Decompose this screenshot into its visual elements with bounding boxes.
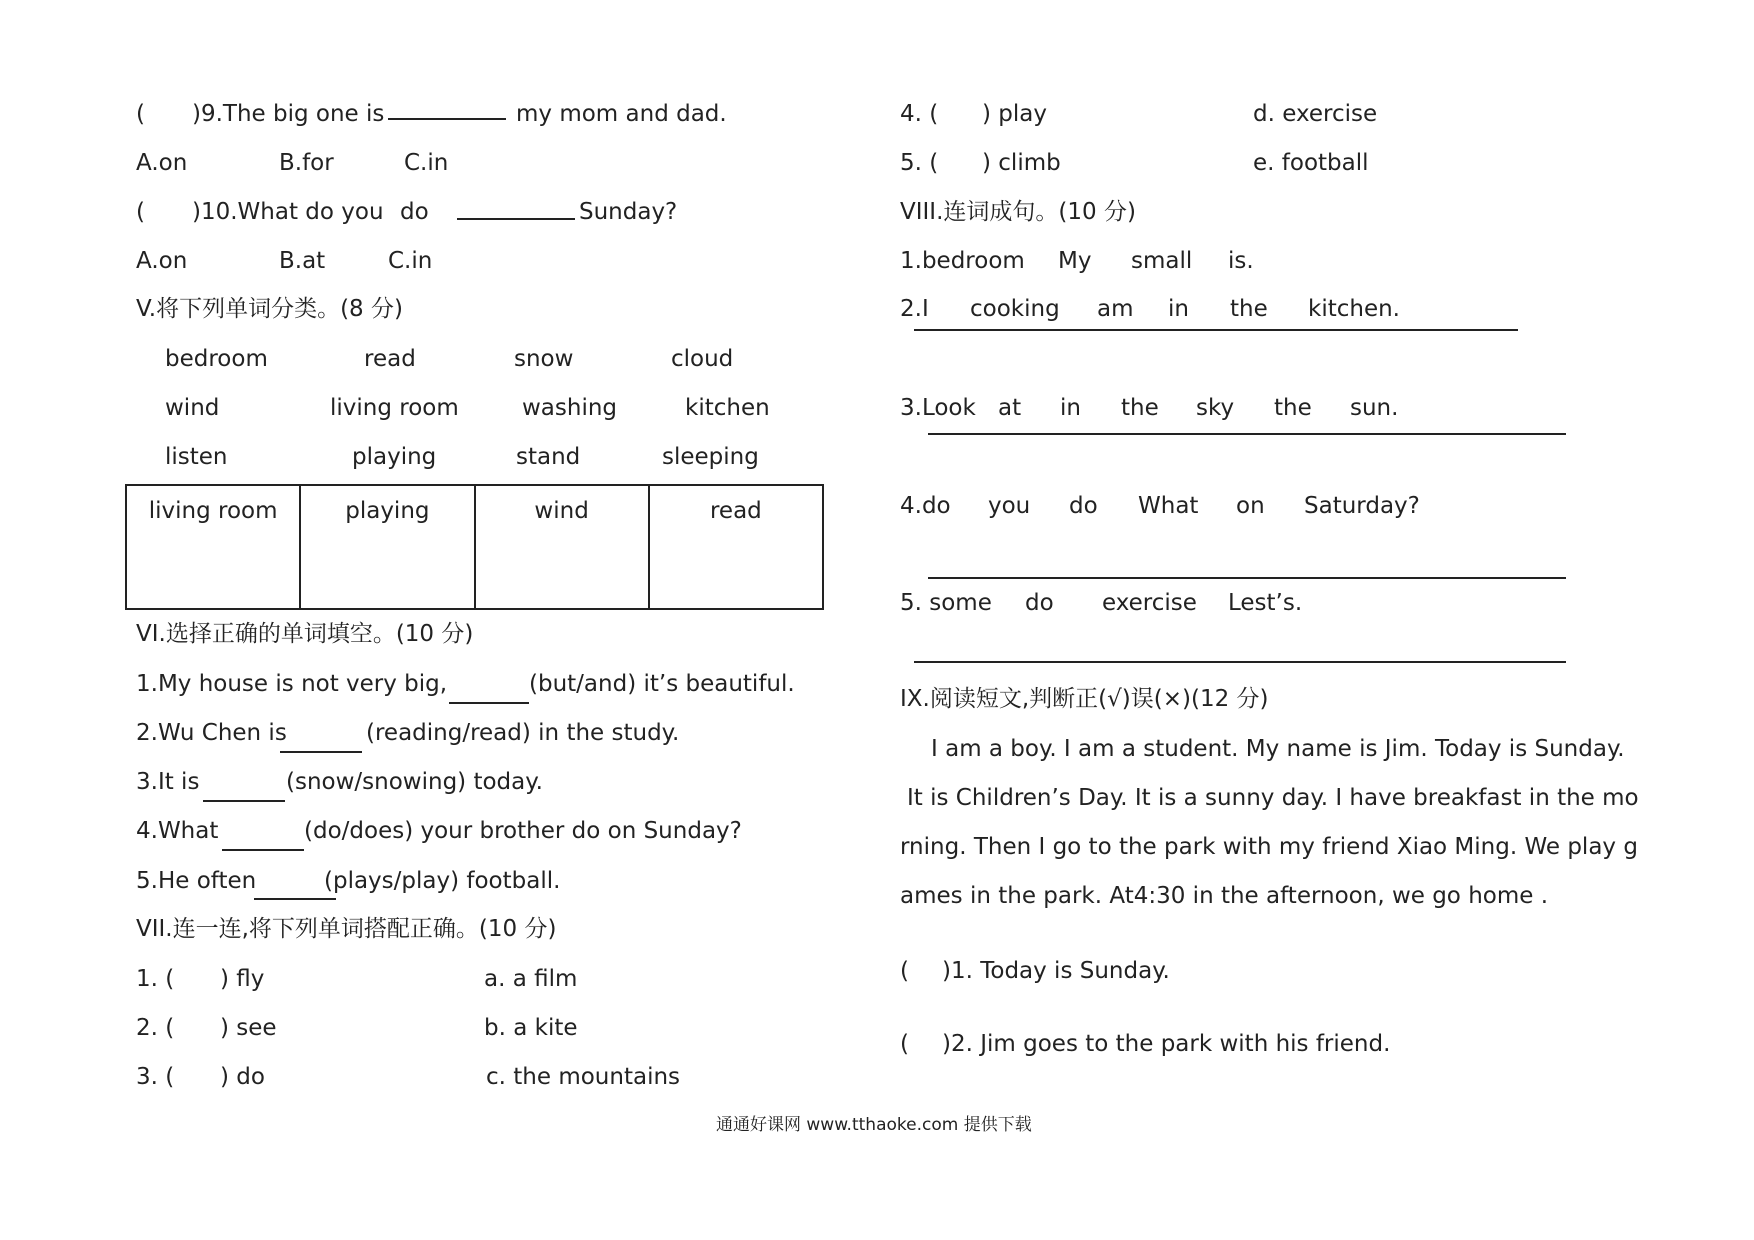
s8-q2-answer-line[interactable] bbox=[914, 329, 1518, 331]
q9-option-c: C.in bbox=[404, 150, 449, 176]
s6-q2-post: (reading/read) in the study. bbox=[366, 720, 680, 746]
s8-q4-answer-line[interactable] bbox=[928, 577, 1566, 579]
s8-q5-answer-line[interactable] bbox=[914, 661, 1566, 663]
s8-q2-w1: 2.I bbox=[900, 296, 929, 322]
s8-q3-answer-line[interactable] bbox=[928, 433, 1566, 435]
match-2-word: ) see bbox=[220, 1015, 277, 1041]
s6-q1-blank[interactable] bbox=[449, 702, 529, 704]
q9-option-a: A.on bbox=[136, 150, 188, 176]
s8-q3-w2: at bbox=[998, 395, 1022, 421]
s8-q1-w3: small bbox=[1131, 248, 1193, 274]
match-3-word: ) do bbox=[220, 1064, 265, 1090]
match-3-num: 3. ( bbox=[136, 1064, 175, 1090]
s6-q4-pre: 4.What bbox=[136, 818, 219, 844]
word-kitchen: kitchen bbox=[685, 395, 770, 421]
s8-q2-w6: kitchen. bbox=[1308, 296, 1400, 322]
s8-q5-w1: 5. some bbox=[900, 590, 992, 616]
s6-q4-blank[interactable] bbox=[222, 849, 304, 851]
judge-1-paren: ( bbox=[900, 958, 909, 984]
word-stand: stand bbox=[516, 444, 581, 470]
word-living-room: living room bbox=[330, 395, 459, 421]
s6-q4-post: (do/does) your brother do on Sunday? bbox=[304, 818, 742, 844]
s8-q5-w3: exercise bbox=[1102, 590, 1197, 616]
word-washing: washing bbox=[522, 395, 618, 421]
section9-title: IX.阅读短文,判断正(√)误(×)(12 分) bbox=[900, 686, 1269, 712]
match-5-word: ) climb bbox=[982, 150, 1061, 176]
s8-q3-w7: sun. bbox=[1350, 395, 1399, 421]
s8-q3-w1: 3.Look bbox=[900, 395, 976, 421]
s8-q1-w4: is. bbox=[1228, 248, 1254, 274]
q9-blank[interactable] bbox=[388, 118, 506, 120]
s8-q3-w6: the bbox=[1274, 395, 1312, 421]
s6-q3-blank[interactable] bbox=[203, 800, 285, 802]
match-1-num: 1. ( bbox=[136, 966, 175, 992]
s8-q1-w2: My bbox=[1058, 248, 1092, 274]
s6-q3-pre: 3.It is bbox=[136, 769, 200, 795]
s8-q2-w4: in bbox=[1168, 296, 1189, 322]
s8-q4-w1: 4.do bbox=[900, 493, 951, 519]
q9-after: my mom and dad. bbox=[516, 101, 727, 127]
s6-q3-post: (snow/snowing) today. bbox=[286, 769, 543, 795]
q10-mid: do bbox=[400, 199, 429, 225]
match-4-word: ) play bbox=[982, 101, 1047, 127]
s6-q2-blank[interactable] bbox=[280, 751, 362, 753]
q10-option-c: C.in bbox=[388, 248, 433, 274]
s6-q1-pre: 1.My house is not very big, bbox=[136, 671, 448, 697]
footer-source: 通通好课网 www.tthaoke.com 提供下载 bbox=[716, 1115, 1032, 1135]
q10-blank[interactable] bbox=[457, 218, 575, 220]
s8-q3-w4: the bbox=[1121, 395, 1159, 421]
s8-q3-w5: sky bbox=[1196, 395, 1235, 421]
word-playing: playing bbox=[352, 444, 437, 470]
s8-q1-w1: 1.bedroom bbox=[900, 248, 1025, 274]
section7-title: VII.连一连,将下列单词搭配正确。(10 分) bbox=[136, 916, 557, 942]
q10-text: )10.What do you bbox=[192, 199, 384, 225]
section6-title: VI.选择正确的单词填空。(10 分) bbox=[136, 621, 474, 647]
q9-paren: ( bbox=[136, 101, 145, 127]
passage-line-3: rning. Then I go to the park with my friend Xiao Ming. We play g bbox=[900, 834, 1638, 860]
passage-line-1: I am a boy. I am a student. My name is Jim. Today is Sunday. bbox=[931, 736, 1625, 762]
s8-q5-w4: Lest’s. bbox=[1228, 590, 1303, 616]
table-col-read[interactable]: read bbox=[649, 485, 823, 609]
q9-text: )9.The big one is bbox=[192, 101, 385, 127]
match-1-word: ) fly bbox=[220, 966, 265, 992]
table-col-playing[interactable]: playing bbox=[300, 485, 474, 609]
s6-q5-blank[interactable] bbox=[254, 898, 336, 900]
match-b: b. a kite bbox=[484, 1015, 578, 1041]
q10-paren: ( bbox=[136, 199, 145, 225]
q10-option-b: B.at bbox=[279, 248, 326, 274]
s8-q2-w3: am bbox=[1097, 296, 1134, 322]
q10-after: Sunday? bbox=[579, 199, 678, 225]
table-col-living-room[interactable]: living room bbox=[126, 485, 300, 609]
s8-q2-w2: cooking bbox=[970, 296, 1060, 322]
match-c: c. the mountains bbox=[486, 1064, 681, 1090]
judge-1-text: )1. Today is Sunday. bbox=[942, 958, 1170, 984]
table-col-wind[interactable]: wind bbox=[475, 485, 649, 609]
s8-q4-w2: you bbox=[988, 493, 1031, 519]
classification-table bbox=[125, 484, 824, 610]
passage-line-2: It is Children’s Day. It is a sunny day. I have breakfast in the mo bbox=[907, 785, 1639, 811]
match-d: d. exercise bbox=[1253, 101, 1378, 127]
s6-q5-post: (plays/play) football. bbox=[324, 868, 561, 894]
match-a: a. a film bbox=[484, 966, 578, 992]
word-snow: snow bbox=[514, 346, 574, 372]
s8-q3-w3: in bbox=[1060, 395, 1081, 421]
match-2-num: 2. ( bbox=[136, 1015, 175, 1041]
q9-option-b: B.for bbox=[279, 150, 334, 176]
q10-option-a: A.on bbox=[136, 248, 188, 274]
s6-q5-pre: 5.He often bbox=[136, 868, 257, 894]
word-bedroom: bedroom bbox=[165, 346, 268, 372]
s6-q1-post: (but/and) it’s beautiful. bbox=[529, 671, 795, 697]
word-cloud: cloud bbox=[671, 346, 734, 372]
passage-line-4: ames in the park. At4:30 in the afternoon, we go home . bbox=[900, 883, 1549, 909]
match-e: e. football bbox=[1253, 150, 1369, 176]
word-read: read bbox=[364, 346, 416, 372]
s8-q2-w5: the bbox=[1230, 296, 1268, 322]
match-5-num: 5. ( bbox=[900, 150, 939, 176]
s8-q4-w4: What bbox=[1138, 493, 1199, 519]
s8-q4-w5: on bbox=[1236, 493, 1265, 519]
s8-q4-w6: Saturday? bbox=[1304, 493, 1420, 519]
s6-q2-pre: 2.Wu Chen is bbox=[136, 720, 287, 746]
match-4-num: 4. ( bbox=[900, 101, 939, 127]
section5-title: V.将下列单词分类。(8 分) bbox=[136, 296, 403, 322]
s8-q4-w3: do bbox=[1069, 493, 1098, 519]
judge-2-text: )2. Jim goes to the park with his friend. bbox=[942, 1031, 1391, 1057]
word-listen: listen bbox=[165, 444, 228, 470]
judge-2-paren: ( bbox=[900, 1031, 909, 1057]
s8-q5-w2: do bbox=[1025, 590, 1054, 616]
word-sleeping: sleeping bbox=[662, 444, 759, 470]
section8-title: VIII.连词成句。(10 分) bbox=[900, 199, 1136, 225]
word-wind: wind bbox=[165, 395, 220, 421]
